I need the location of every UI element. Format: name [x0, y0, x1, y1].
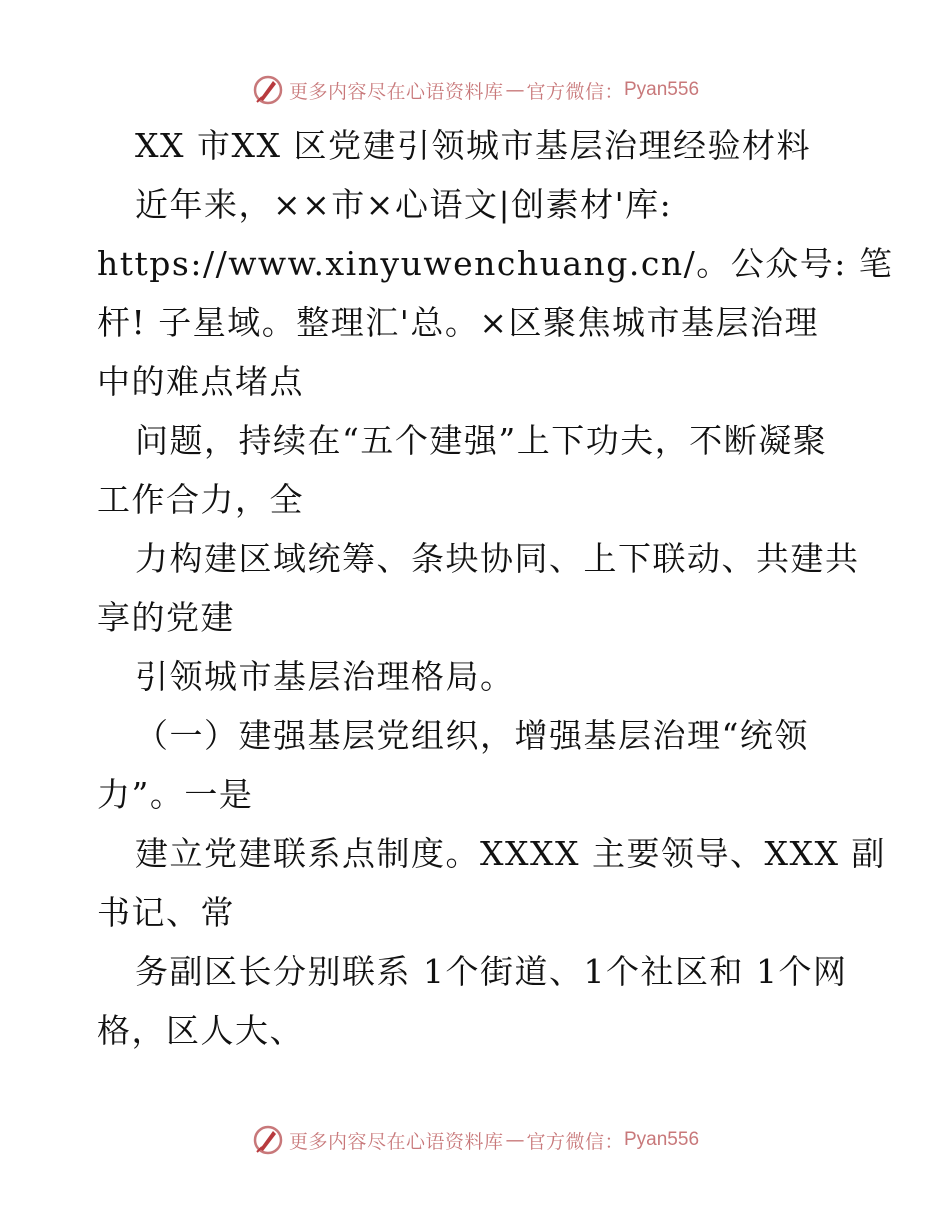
section-heading: （一）建强基层党组织，增强基层治理“统领 — [135, 716, 809, 755]
text-line: 中的难点堵点 — [97, 362, 304, 401]
text-line: 书记、常 — [97, 893, 235, 932]
text-line: 近年来，××市×心语文|创素材'库: — [135, 185, 673, 224]
watermark-text: 更多内容尽在心语资料库 — [288, 80, 504, 103]
text-line: 享的党建 — [97, 598, 235, 637]
text-line: 建立党建联系点制度。XXXX 主要领导、XXX 副 — [135, 834, 886, 873]
text-line: 工作合力，全 — [97, 480, 304, 519]
text-line: 杆! 子星域。整理汇'总。×区聚焦城市基层治理 — [97, 303, 819, 342]
watermark-suffix: 官方微信： — [526, 80, 624, 103]
text-line: 务副区长分别联系 1个街道、1个社区和 1个网 — [135, 952, 848, 991]
watermark-separator: — — [505, 79, 525, 101]
text-line: 问题，持续在“五个建强”上下功夫，不断凝聚 — [135, 421, 828, 460]
watermark-suffix: 官方微信： — [526, 1130, 624, 1153]
text-line: 力构建区域统筹、条块协同、上下联动、共建共 — [135, 539, 860, 578]
text-line: 格，区人大、 — [97, 1011, 304, 1050]
document-title: XX 市XX 区党建引领城市基层治理经验材料 — [135, 126, 811, 165]
watermark-wechat-id: Pyan556 — [624, 79, 700, 100]
watermark-separator: — — [505, 1129, 525, 1151]
watermark-text: 更多内容尽在心语资料库 — [288, 1130, 504, 1153]
text-line-url[interactable]: https://www.xinyuwenchuang.cn/。公众号: 笔 — [97, 244, 894, 283]
header-watermark — [0, 70, 950, 110]
footer-watermark — [0, 1120, 950, 1160]
text-line: 引领城市基层治理格局。 — [135, 657, 515, 696]
watermark-wechat-id: Pyan556 — [624, 1129, 700, 1150]
quill-logo-icon — [251, 73, 285, 107]
quill-logo-icon — [251, 1123, 285, 1157]
text-line: 力”。一是 — [97, 775, 254, 814]
